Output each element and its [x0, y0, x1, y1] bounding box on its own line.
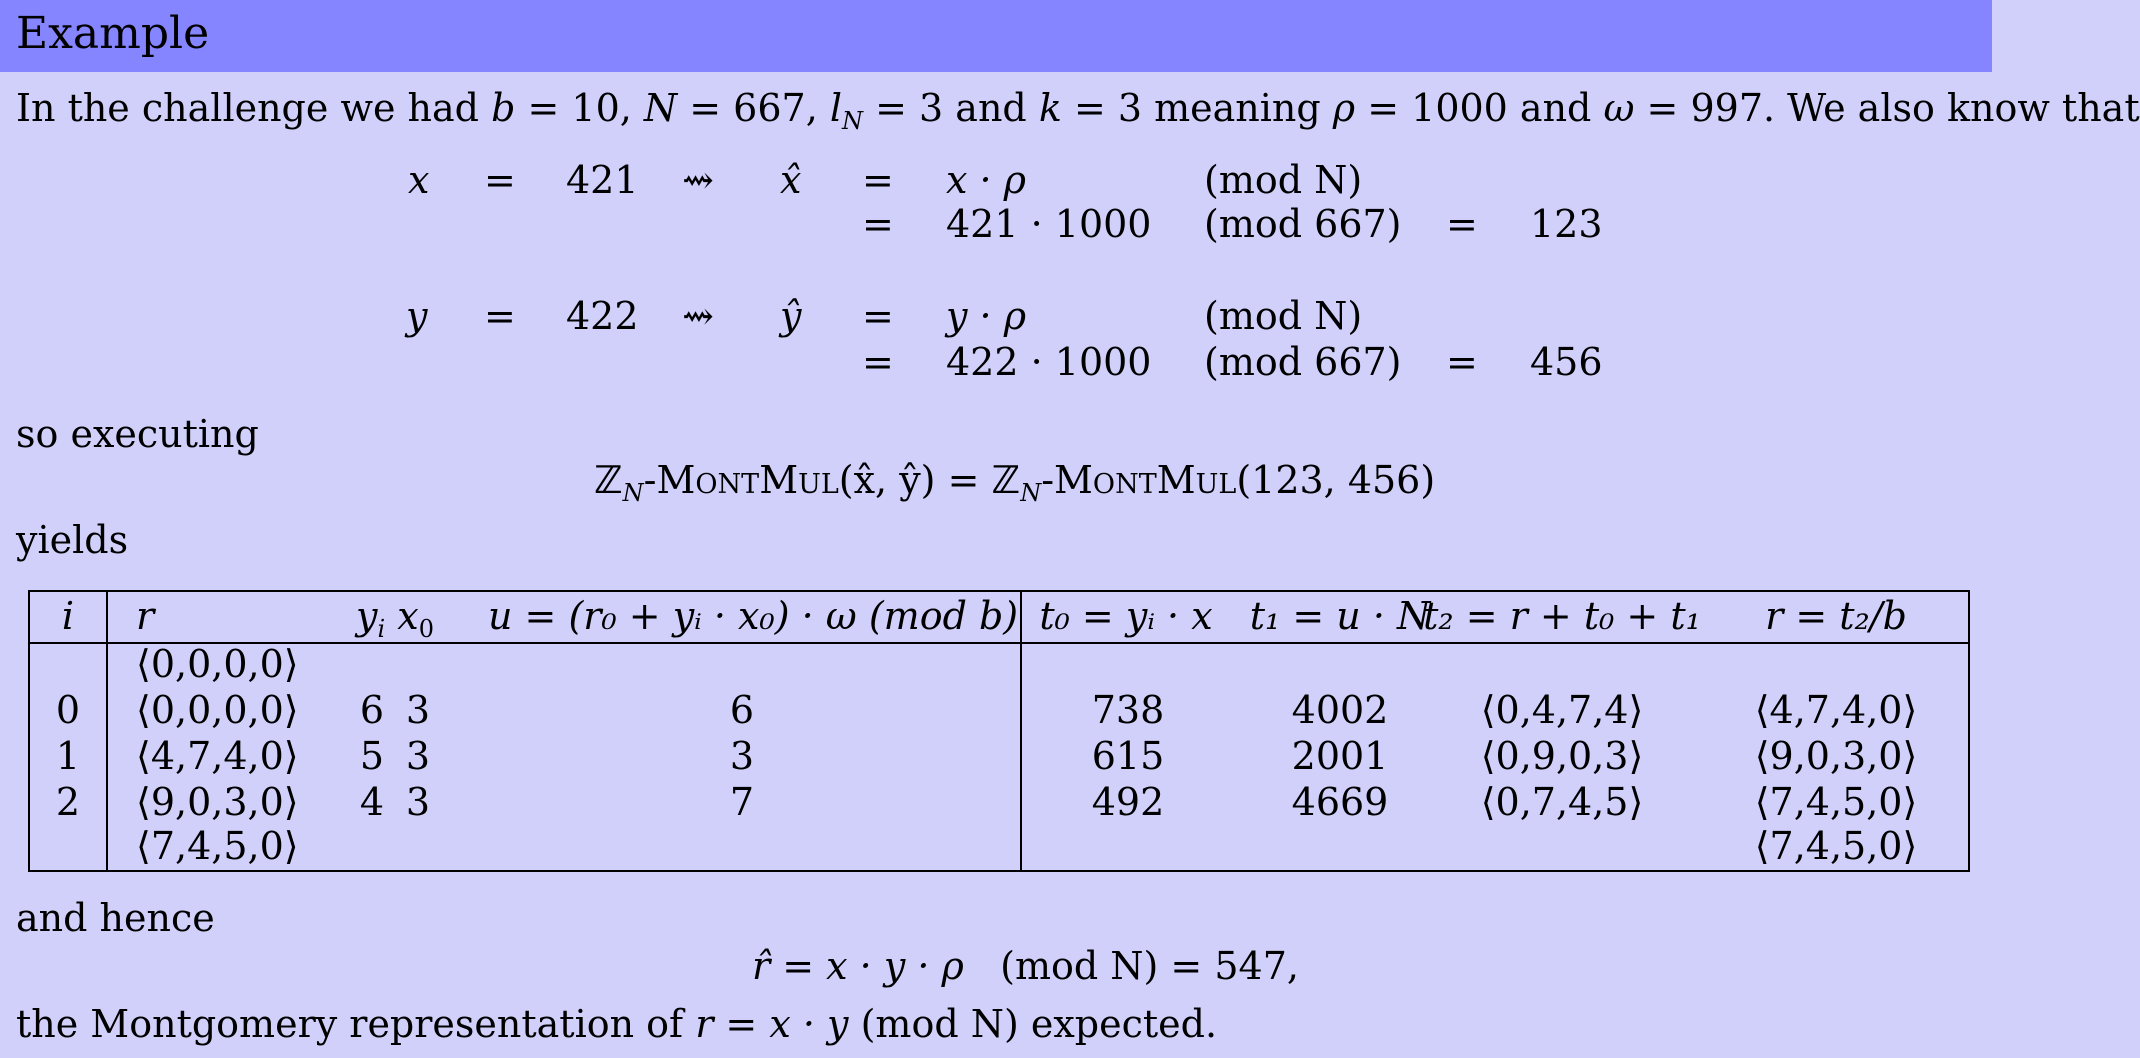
result-equation: r̂ = x · y · ρ (mod N) = 547,	[752, 944, 1299, 988]
header-r: r	[136, 594, 155, 638]
header-t2: t₂ = r + t₀ + t₁	[1423, 594, 1701, 638]
montmul-call: ℤ$_N$-MontMul(x̂, ŷ) = ℤ$_N$-MontMul(123, 456)	[594, 458, 1436, 507]
eq-y-r1-expr: y · ρ	[946, 294, 1027, 338]
eq-x-r1-expr: x · ρ	[946, 158, 1027, 202]
slide-header	[0, 0, 1992, 72]
header-u: u = (r₀ + yᵢ · x₀) · ω (mod b)	[488, 594, 1019, 638]
eq-y-r1-mod: (mod N)	[1204, 294, 1363, 338]
eq-x-hat: x̂	[780, 158, 802, 202]
eq-x-r2-equals2: =	[1446, 202, 1478, 246]
eq-x-lhs: x	[408, 158, 430, 202]
montmul-trace-table: i r $y_i$ $x_0$ u = (r₀ + yᵢ · x₀) · ω (mod b) t₀ = yᵢ · x t₁ = u · N t₂ = r + t₀ + t₁ r = t₂/b ⟨0,0,0,0⟩ 0 ⟨0,0,0,0⟩ 6 3 6 738 4002 ⟨0,4,7,4⟩ ⟨4,7,4,0⟩ 1 ⟨4,7,4,0⟩ 5 3 3 615 2001 ⟨0,9,0,3⟩ ⟨9,0,3,0⟩ 2 ⟨9,0,3,0⟩ 4 3 7 492 4669 ⟨0,7,4,5⟩ ⟨7,4,5,0⟩ ⟨7,4,5,0⟩ ⟨7,4,5,0⟩	[28, 590, 1970, 872]
eq-x-r1-mod: (mod N)	[1204, 158, 1363, 202]
header-yi-x0: $y_i$ $x_0$	[356, 594, 434, 643]
and-hence-text: and hence	[16, 896, 215, 940]
header-i: i	[61, 594, 75, 638]
table-divider-middle	[1020, 592, 1022, 870]
eq-x-r2-mod: (mod 667)	[1204, 202, 1402, 246]
eq-x-r2-expr: 421 · 1000	[946, 202, 1152, 246]
so-executing-text: so executing	[16, 412, 259, 456]
intro-sentence: In the challenge we had b = 10, N = 667, $l_N = 3$ and k = 3 meaning ρ = 1000 and ω = 997. We also know that	[16, 86, 2140, 135]
eq-y-equals: =	[484, 294, 516, 338]
eq-y-r2-mod: (mod 667)	[1204, 340, 1402, 384]
eq-y-arrow: ⇝	[682, 294, 714, 338]
eq-y-r2-equals: =	[862, 340, 894, 384]
eq-x-r2-equals: =	[862, 202, 894, 246]
eq-y-r2-expr: 422 · 1000	[946, 340, 1152, 384]
eq-y-result: 456	[1530, 340, 1603, 384]
table-divider-i	[106, 592, 108, 870]
slide-title: Example	[16, 8, 210, 59]
eq-y-r2-equals2: =	[1446, 340, 1478, 384]
eq-y-value: 422	[566, 294, 639, 338]
closing-sentence: the Montgomery representation of r = x · y (mod N) expected.	[16, 1002, 1218, 1046]
eq-x-equals: =	[484, 158, 516, 202]
final-r: ⟨7,4,5,0⟩	[136, 824, 299, 868]
eq-y-hat: ŷ	[780, 294, 802, 338]
eq-y-r1-equals: =	[862, 294, 894, 338]
yields-text: yields	[16, 518, 129, 562]
eq-x-result: 123	[1530, 202, 1603, 246]
header-t0: t₀ = yᵢ · x	[1039, 594, 1213, 638]
eq-x-r1-equals: =	[862, 158, 894, 202]
final-r-next: ⟨7,4,5,0⟩	[1754, 824, 1918, 868]
eq-y-lhs: y	[406, 294, 428, 338]
eq-x-value: 421	[566, 158, 639, 202]
header-r-next: r = t₂/b	[1765, 594, 1907, 638]
eq-x-arrow: ⇝	[682, 158, 714, 202]
initial-r: ⟨0,0,0,0⟩	[136, 642, 299, 686]
header-t1: t₁ = u · N	[1249, 594, 1431, 638]
table-header-rule	[30, 642, 1968, 644]
